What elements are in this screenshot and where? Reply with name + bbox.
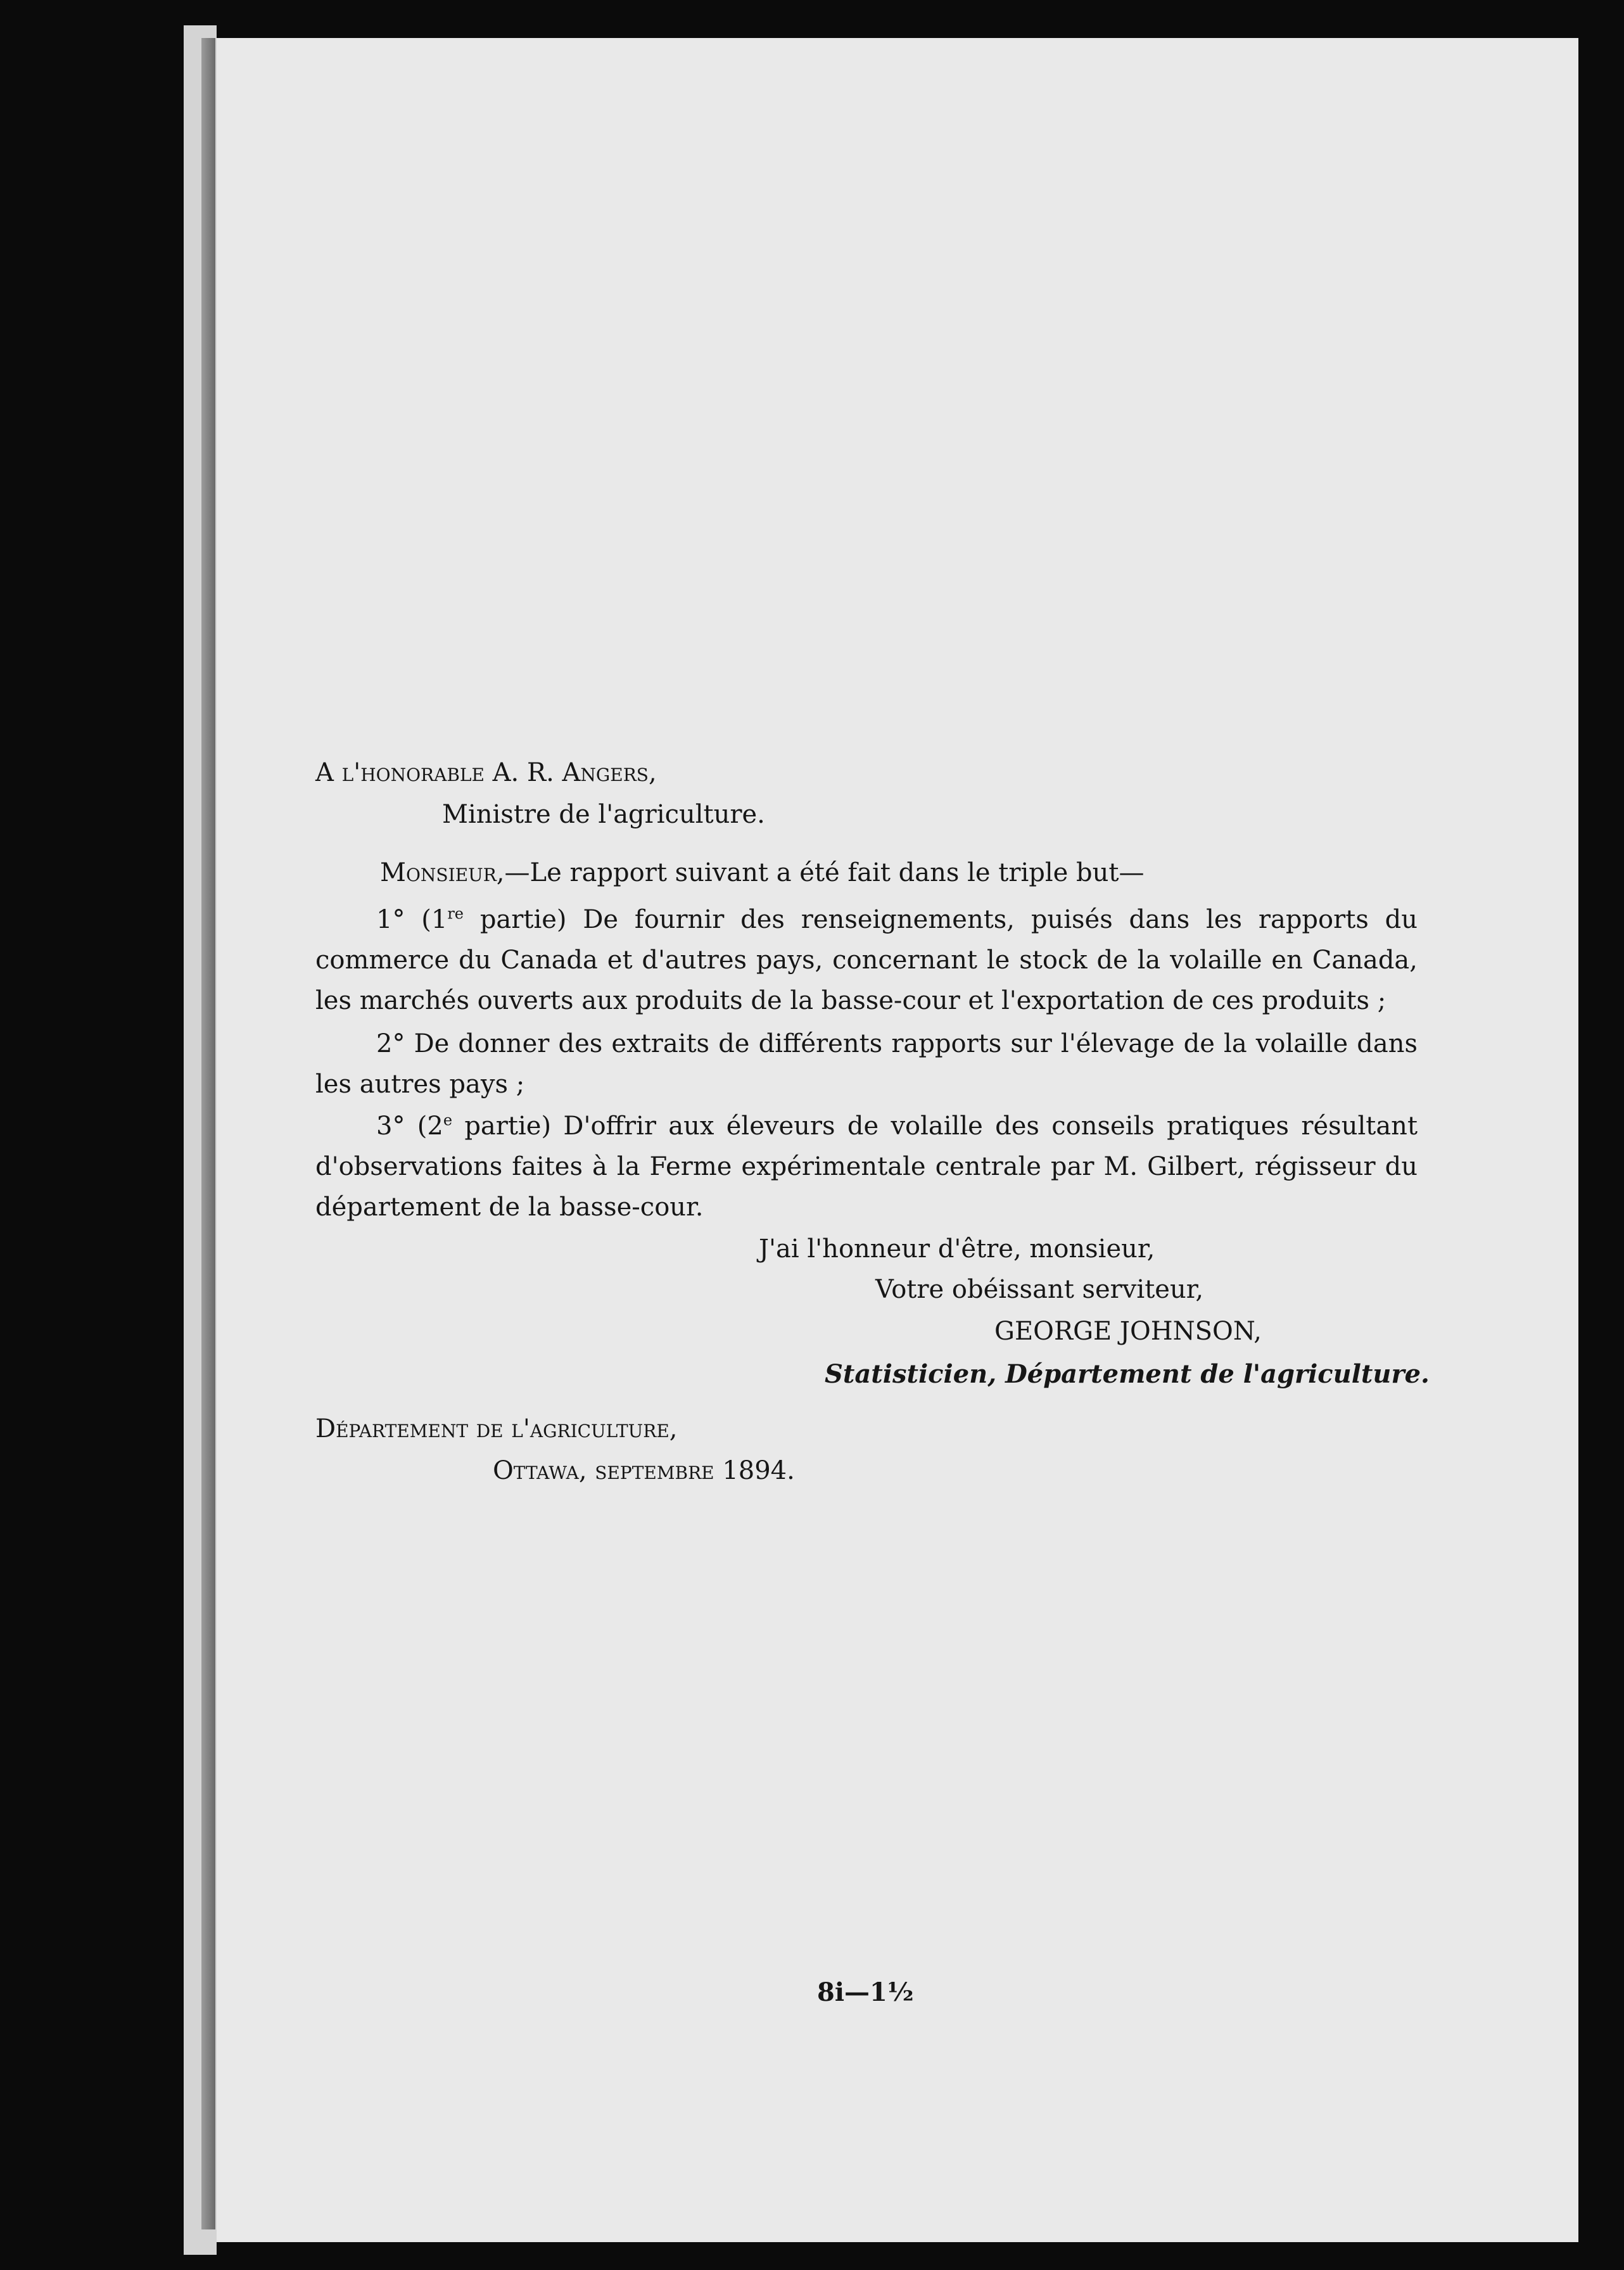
- point-3-paragraph: 3° (2e partie) D'offrir aux éleveurs de volaille des conseils pratiques résultant d'observations faites à la Ferme expérimentale centrale par M. Gilbert, régisseur du département de la basse-cour.: [315, 1111, 1418, 1222]
- intro-text: —Le rapport suivant a été fait dans le triple but—: [504, 858, 1145, 887]
- department-line: Département de l'agriculture,: [315, 1414, 678, 1443]
- signature-name: GEORGE JOHNSON,: [994, 1317, 1262, 1346]
- addressee-line-2: Ministre de l'agriculture.: [442, 800, 765, 829]
- salutation: Monsieur,: [380, 858, 505, 887]
- addressee-line-1: A l'honorable A. R. Angers,: [315, 758, 657, 787]
- point-1-paragraph: 1° (1re partie) De fournir des renseignements, puisés dans les rapports du commerce du Canada et d'autres pays, concernant le stock de la volaille en Canada, les marchés ouverts aux produits de la basse-cour et l'exportation de ces produits ;: [315, 904, 1418, 1015]
- closing-line-1: J'ai l'honneur d'être, monsieur,: [759, 1234, 1155, 1264]
- closing-line-2: Votre obéissant serviteur,: [875, 1275, 1204, 1304]
- printer-signature-mark: 8i—1½: [817, 1977, 914, 2007]
- place-date-line: Ottawa, septembre 1894.: [493, 1456, 795, 1485]
- signature-title: Statisticien, Département de l'agriculture.: [825, 1359, 1430, 1389]
- point-2-paragraph: 2° De donner des extraits de différents rapports sur l'élevage de la volaille dans les autres pays ;: [315, 1029, 1418, 1099]
- gutter-shadow: [201, 38, 215, 2229]
- salutation-line: [380, 853, 1482, 893]
